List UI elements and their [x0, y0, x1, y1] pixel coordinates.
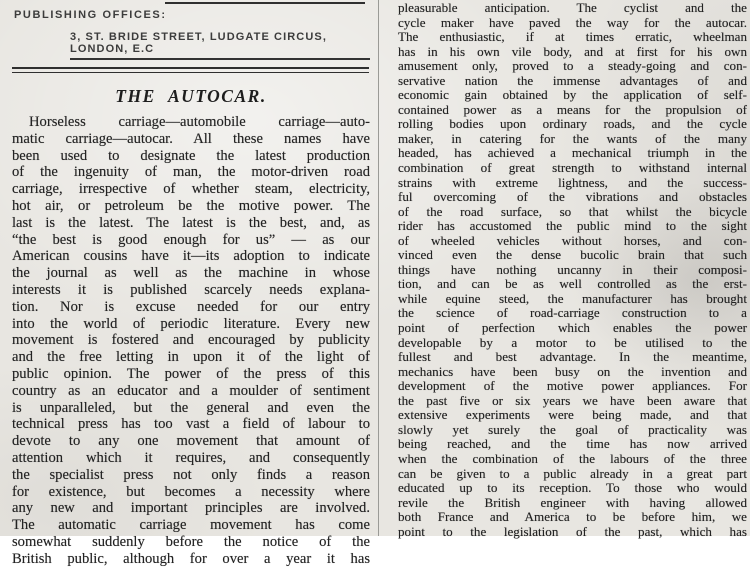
- text-line: “the best is good enough for us” — as our: [12, 231, 370, 248]
- text-line: the journal as well as the machine in whose: [12, 265, 370, 282]
- text-line: The automatic carriage movement has come: [12, 517, 370, 534]
- publishing-offices-label: PUBLISHING OFFICES:: [14, 9, 167, 21]
- text-line: combination of great strength to withstand internal: [398, 160, 747, 176]
- text-line: mechanics have been busy on the invention and: [398, 363, 747, 379]
- text-line: British public, although for over a year it has: [12, 550, 370, 567]
- text-line: strains with extreme lightness, and the success-: [398, 174, 747, 190]
- text-line: point of perfection which enables the power: [398, 320, 747, 336]
- text-line: things have nothing uncanny in their composi-: [398, 261, 747, 277]
- text-line: development of the motive power appliances. For: [398, 378, 747, 394]
- text-line: public opinion. The power of the press of this: [12, 365, 370, 382]
- text-line: contained power as a means for the propulsion of: [398, 101, 747, 117]
- text-line: can be given to a public already in a great part: [398, 465, 747, 481]
- text-line: vinced even the dense bucolic brain that such: [398, 247, 747, 263]
- text-line: rider has accustomed the public mind to the sight: [398, 218, 747, 234]
- text-line: been used to designate the latest production: [12, 147, 370, 164]
- text-line: the specialist press not only finds a reason: [12, 466, 370, 483]
- text-line: rolling bodies upon ordinary roads, and the cycle: [398, 116, 747, 132]
- text-line: the science of road-carriage construction to a: [398, 305, 747, 321]
- text-line: matic carriage—autocar. All these names have: [12, 130, 370, 147]
- publisher-address: 3, ST. BRIDE STREET, LUDGATE CIRCUS, LONDON, E.C: [70, 31, 370, 60]
- text-line: ful overcoming of the vibrations and obstacles: [398, 189, 747, 205]
- text-line: is unparalleled, but the general and even the: [12, 399, 370, 416]
- text-line: movement is fostered and encouraged by publicity: [12, 332, 370, 349]
- text-line: revile the British engineer with having allowed: [398, 494, 747, 510]
- text-line: headed, has achieved a mechanical triumph in the: [398, 145, 747, 161]
- text-line: tion, and can be as well controlled as the erst-: [398, 276, 747, 292]
- text-line: The enthusiastic, if at times erratic, wheelman: [398, 29, 747, 45]
- text-line: the past five or six years we have been aware that: [398, 392, 747, 408]
- text-line: attention which it requires, and consequently: [12, 449, 370, 466]
- text-line: servative nation the immense advantages of and: [398, 72, 747, 88]
- right-column: [398, 0, 747, 539]
- text-line: last is the latest. The latest is the best, and, as: [12, 214, 370, 231]
- text-line: of the road surface, so that whilst the bicycle: [398, 203, 747, 219]
- publisher-address-row: [70, 31, 370, 60]
- text-line: and the free letting in upon it of the light of: [12, 349, 370, 366]
- text-line: pleasurable anticipation. The cyclist and the: [398, 0, 747, 15]
- text-line: economic gain obtained by the application of self-: [398, 87, 747, 103]
- text-line: being reached, and the time has now arrived: [398, 436, 747, 452]
- header-double-rule: [12, 67, 369, 73]
- text-line: extensive experiments were being made, and that: [398, 407, 747, 423]
- article-title: THE AUTOCAR.: [115, 86, 267, 106]
- text-line: both France and America to be before him, we: [398, 509, 747, 525]
- article-text-right-column: [398, 1, 747, 539]
- left-column: [12, 0, 370, 568]
- text-line: slowly yet surely the goal of practicality was: [398, 421, 747, 437]
- text-line: maker, in catering for the wants of the many: [398, 130, 747, 146]
- text-line: has in his own vile body, and at first for his own: [398, 43, 747, 59]
- text-line: somewhat suddenly before the notice of the: [12, 533, 370, 550]
- top-partial-rule: [165, 2, 365, 4]
- text-line: for existence, but becomes a necessity where: [12, 483, 370, 500]
- text-line: technical press has too vast a field of labour to: [12, 416, 370, 433]
- text-line: of the ingenuity of man, the motor-driven road: [12, 164, 370, 181]
- text-line: of wheeled vehicles without horses, and con-: [398, 232, 747, 248]
- text-line: cycle maker have paved the way for the autocar.: [398, 14, 747, 30]
- text-line: into the world of periodic literature. Every new: [12, 315, 370, 332]
- text-line: point to the legislation of the past, which has: [398, 523, 747, 539]
- text-line: tion. Nor is excuse needed for our entry: [12, 298, 370, 315]
- text-line: interests it is published scarcely needs explana-: [12, 281, 370, 298]
- text-line: American cousins have it—its adoption to indicate: [12, 248, 370, 265]
- text-line: fullest and best advantage. In the meantime,: [398, 349, 747, 365]
- text-line: when the combination of the labours of the three: [398, 450, 747, 466]
- text-line: while equine steed, the manufacturer has brought: [398, 290, 747, 306]
- article-text-left-column: [12, 114, 370, 568]
- text-line: devote to any one movement that amount of: [12, 433, 370, 450]
- text-line: amusement only, proved to a steady-going and con-: [398, 58, 747, 74]
- text-line: carriage, irrespective of whether steam, electricity,: [12, 181, 370, 198]
- text-line: country as an educator and a moulder of sentiment: [12, 382, 370, 399]
- text-line: Horseless carriage—automobile carriage—auto-: [29, 114, 370, 130]
- text-line: any new and important principles are involved.: [12, 500, 370, 517]
- text-line: hot air, or petroleum be the motive power. The: [12, 197, 370, 214]
- text-line: developable by a motor to be utilised to the: [398, 334, 747, 350]
- column-divider-rule: [378, 0, 379, 536]
- text-line: educated up to its reception. To those who would: [398, 480, 747, 496]
